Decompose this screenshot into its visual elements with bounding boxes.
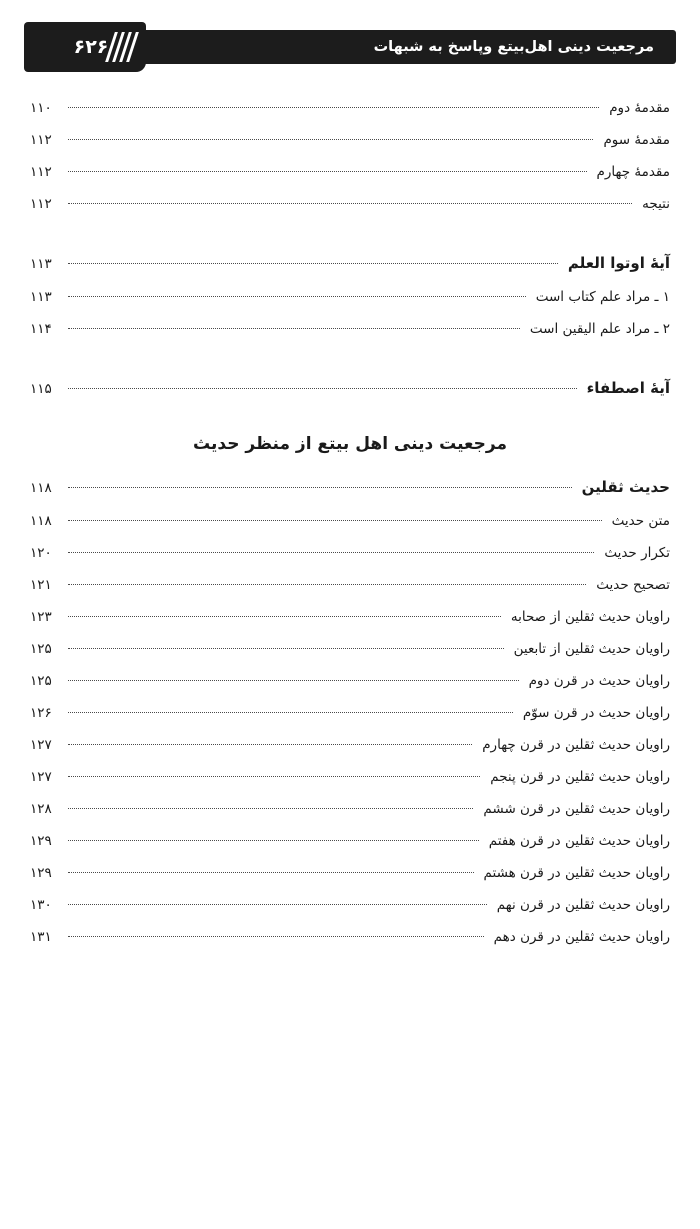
toc-leader-dots	[68, 935, 484, 937]
toc-entry-label: راویان حدیث ثقلین در قرن پنجم	[490, 769, 670, 785]
toc-entry-page: ۱۳۰	[30, 897, 52, 913]
toc-group	[30, 248, 670, 343]
toc-entry[interactable]	[30, 731, 670, 759]
toc-entry[interactable]	[30, 190, 670, 218]
toc-leader-dots	[68, 202, 632, 204]
toc-entry-label: راویان حدیث ثقلین در قرن چهارم	[482, 737, 670, 753]
toc-leader-dots	[68, 583, 586, 585]
toc-entry-page: ۱۲۹	[30, 833, 52, 849]
toc-entry-page: ۱۲۹	[30, 865, 52, 881]
toc-entry-page: ۱۱۲	[30, 132, 52, 148]
toc-entry-label: ۲ ـ مراد علم الیقین است	[529, 321, 670, 337]
toc-entry-page: ۱۱۵	[30, 381, 52, 397]
toc-leader-dots	[68, 295, 526, 297]
toc-entry-label: راویان حدیث ثقلین در قرن نهم	[496, 897, 670, 913]
toc-entry[interactable]	[30, 472, 670, 503]
toc-entry[interactable]	[30, 373, 670, 404]
toc-entry-label: راویان حدیث در قرن دوم	[528, 673, 670, 689]
toc-entry[interactable]	[30, 699, 670, 727]
toc-entry[interactable]	[30, 891, 670, 919]
toc-entry-label: مقدمهٔ چهارم	[596, 164, 670, 180]
toc-entry-page: ۱۱۸	[30, 480, 52, 496]
page-number: ۶۲۶	[73, 36, 109, 58]
toc-entry-page: ۱۲۵	[30, 673, 52, 689]
toc-entry-label: ۱ ـ مراد علم کتاب است	[535, 289, 670, 305]
toc-entry-label: آیهٔ اصطفاء	[586, 379, 670, 397]
toc-entry[interactable]	[30, 94, 670, 122]
toc-entry[interactable]	[30, 571, 670, 599]
toc-leader-dots	[68, 871, 474, 873]
toc-entry-page: ۱۲۱	[30, 577, 52, 593]
toc-group	[30, 94, 670, 218]
toc-entry-page: ۱۱۴	[30, 321, 52, 337]
toc-entry-label: راویان حدیث ثقلین در قرن ششم	[483, 801, 670, 817]
page-container	[0, 22, 700, 1229]
toc-leader-dots	[68, 839, 479, 841]
toc-entry-label: تصحیح حدیث	[596, 577, 670, 593]
toc-entry-label: راویان حدیث ثقلین از صحابه	[510, 609, 670, 625]
page-number-box	[24, 22, 146, 72]
toc-leader-dots	[68, 106, 599, 108]
toc-entry[interactable]	[30, 923, 670, 951]
toc-entry-page: ۱۱۸	[30, 513, 52, 529]
section-heading: مرجعیت دینی اهل بیتع از منظر حدیث	[193, 434, 507, 454]
toc-entry-label: مقدمهٔ سوم	[603, 132, 670, 148]
toc-entry[interactable]	[30, 795, 670, 823]
toc-leader-dots	[68, 615, 501, 617]
toc-entry[interactable]	[30, 603, 670, 631]
toc-entry-page: ۱۱۳	[30, 289, 52, 305]
toc-leader-dots	[68, 711, 513, 713]
toc-leader-dots	[68, 327, 520, 329]
toc-entry[interactable]	[30, 315, 670, 343]
table-of-contents	[30, 94, 670, 951]
toc-entry-label: راویان حدیث در قرن سوّم	[522, 705, 670, 721]
toc-entry-label: نتیجه	[642, 196, 670, 212]
toc-group-spacer	[30, 347, 670, 373]
toc-leader-dots	[68, 170, 587, 172]
toc-group-spacer	[30, 222, 670, 248]
toc-entry-label: راویان حدیث ثقلین از تابعین	[513, 641, 670, 657]
toc-entry-page: ۱۲۷	[30, 737, 52, 753]
toc-entry-label: تکرار حدیث	[604, 545, 670, 561]
toc-entry-page: ۱۲۸	[30, 801, 52, 817]
toc-entry[interactable]	[30, 827, 670, 855]
toc-leader-dots	[68, 743, 472, 745]
toc-entry-page: ۱۲۷	[30, 769, 52, 785]
toc-leader-dots	[68, 807, 473, 809]
toc-leader-dots	[68, 519, 602, 521]
toc-entry-page: ۱۱۲	[30, 196, 52, 212]
page-header	[24, 22, 676, 68]
toc-leader-dots	[68, 679, 519, 681]
toc-entry[interactable]	[30, 763, 670, 791]
slashes-icon	[110, 32, 140, 62]
toc-entry-label: حدیث ثقلین	[581, 478, 670, 496]
toc-entry[interactable]	[30, 283, 670, 311]
toc-entry-label: مقدمهٔ دوم	[609, 100, 670, 116]
toc-entry-label: راویان حدیث ثقلین در قرن هفتم	[488, 833, 670, 849]
toc-leader-dots	[68, 486, 572, 488]
toc-entry-page: ۱۳۱	[30, 929, 52, 945]
toc-leader-dots	[68, 775, 480, 777]
toc-leader-dots	[68, 551, 594, 553]
toc-leader-dots	[68, 387, 577, 389]
header-title: مرجعیت دینی اهل‌بیتع وپاسخ به شبهات	[373, 39, 654, 55]
toc-leader-dots	[68, 138, 593, 140]
toc-entry-page: ۱۱۲	[30, 164, 52, 180]
toc-leader-dots	[68, 647, 504, 649]
toc-entry-page: ۱۲۶	[30, 705, 52, 721]
toc-entry[interactable]	[30, 859, 670, 887]
toc-entry[interactable]	[30, 248, 670, 279]
toc-entry[interactable]	[30, 667, 670, 695]
toc-section-entries	[30, 472, 670, 951]
toc-entry[interactable]	[30, 539, 670, 567]
toc-entry-page: ۱۲۵	[30, 641, 52, 657]
toc-entry[interactable]	[30, 635, 670, 663]
toc-entry-label: راویان حدیث ثقلین در قرن هشتم	[483, 865, 670, 881]
toc-entry[interactable]	[30, 158, 670, 186]
toc-groups	[30, 94, 670, 404]
toc-leader-dots	[68, 262, 558, 264]
toc-entry-page: ۱۲۰	[30, 545, 52, 561]
toc-entry[interactable]	[30, 507, 670, 535]
toc-group	[30, 373, 670, 404]
toc-entry-label: متن حدیث	[611, 513, 670, 529]
toc-entry[interactable]	[30, 126, 670, 154]
toc-entry-page: ۱۱۰	[30, 100, 52, 116]
toc-entry-label: راویان حدیث ثقلین در قرن دهم	[493, 929, 670, 945]
toc-entry-page: ۱۱۳	[30, 256, 52, 272]
toc-leader-dots	[68, 903, 487, 905]
toc-entry-page: ۱۲۳	[30, 609, 52, 625]
toc-entry-label: آیهٔ اوتوا العلم	[567, 254, 670, 272]
